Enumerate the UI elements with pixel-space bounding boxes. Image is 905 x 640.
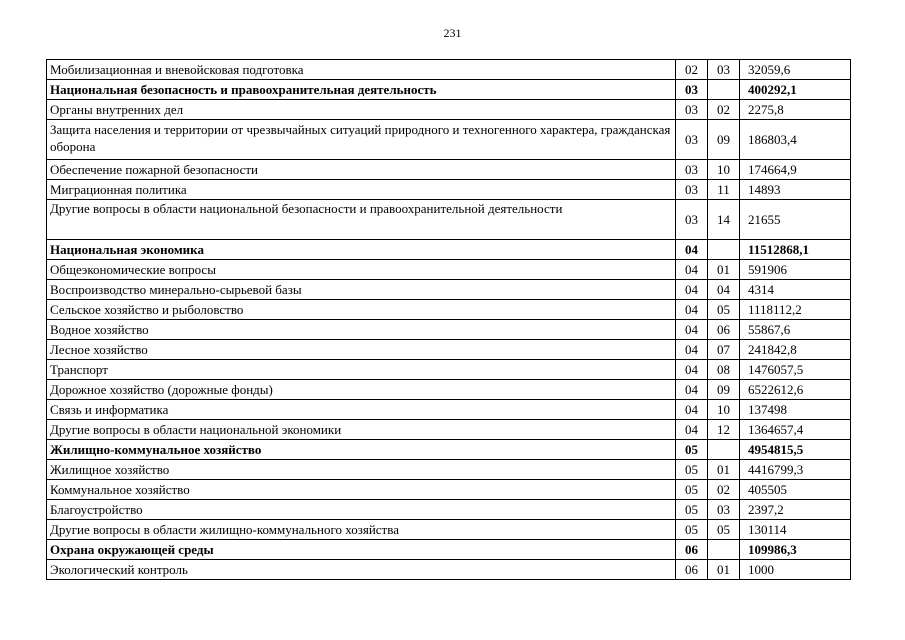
row-subsection-code-cell: 07 xyxy=(708,340,740,360)
row-amount-cell: 6522612,6 xyxy=(740,380,851,400)
row-amount-cell: 591906 xyxy=(740,260,851,280)
row-name-cell: Национальная безопасность и правоохранительная деятельность xyxy=(47,80,676,100)
row-section-code-cell: 04 xyxy=(676,280,708,300)
row-section-code-cell: 05 xyxy=(676,460,708,480)
row-amount-cell: 241842,8 xyxy=(740,340,851,360)
row-subsection-code-cell: 09 xyxy=(708,120,740,160)
row-amount-cell: 55867,6 xyxy=(740,320,851,340)
table-row xyxy=(47,420,851,440)
table-row xyxy=(47,340,851,360)
row-section-code-cell: 04 xyxy=(676,320,708,340)
row-subsection-code-cell: 05 xyxy=(708,300,740,320)
row-section-code-cell: 06 xyxy=(676,540,708,560)
row-section-code-cell: 06 xyxy=(676,560,708,580)
row-name-cell: Жилищно-коммунальное хозяйство xyxy=(47,440,676,460)
row-subsection-code-cell: 08 xyxy=(708,360,740,380)
table-row xyxy=(47,200,851,240)
row-section-code-cell: 03 xyxy=(676,200,708,240)
row-amount-cell: 4416799,3 xyxy=(740,460,851,480)
table-row xyxy=(47,560,851,580)
row-subsection-code-cell: 02 xyxy=(708,480,740,500)
row-subsection-code-cell: 01 xyxy=(708,460,740,480)
row-amount-cell: 405505 xyxy=(740,480,851,500)
row-amount-cell: 130114 xyxy=(740,520,851,540)
row-name-cell: Воспроизводство минерально-сырьевой базы xyxy=(47,280,676,300)
table-section-row xyxy=(47,80,851,100)
row-name-cell: Другие вопросы в области национальной экономики xyxy=(47,420,676,440)
table-row xyxy=(47,60,851,80)
table-row xyxy=(47,100,851,120)
row-section-code-cell: 05 xyxy=(676,480,708,500)
row-amount-cell: 1118112,2 xyxy=(740,300,851,320)
row-section-code-cell: 04 xyxy=(676,260,708,280)
row-name-cell: Благоустройство xyxy=(47,500,676,520)
row-name-cell: Экологический контроль xyxy=(47,560,676,580)
row-section-code-cell: 04 xyxy=(676,400,708,420)
row-subsection-code-cell: 03 xyxy=(708,60,740,80)
table-section-row xyxy=(47,240,851,260)
table-row xyxy=(47,500,851,520)
row-name-cell: Охрана окружающей среды xyxy=(47,540,676,560)
row-name-cell: Другие вопросы в области жилищно-коммунального хозяйства xyxy=(47,520,676,540)
table-row xyxy=(47,360,851,380)
table-row xyxy=(47,160,851,180)
row-subsection-code-cell: 11 xyxy=(708,180,740,200)
table-row xyxy=(47,320,851,340)
budget-table-body xyxy=(47,60,851,580)
row-subsection-code-cell xyxy=(708,240,740,260)
row-amount-cell: 4314 xyxy=(740,280,851,300)
row-section-code-cell: 04 xyxy=(676,240,708,260)
row-amount-cell: 21655 xyxy=(740,200,851,240)
row-amount-cell: 32059,6 xyxy=(740,60,851,80)
budget-table xyxy=(46,59,851,580)
row-name-cell: Связь и информатика xyxy=(47,400,676,420)
table-row xyxy=(47,520,851,540)
row-subsection-code-cell xyxy=(708,440,740,460)
table-row xyxy=(47,460,851,480)
table-row xyxy=(47,380,851,400)
row-subsection-code-cell xyxy=(708,80,740,100)
row-subsection-code-cell: 14 xyxy=(708,200,740,240)
row-amount-cell: 1000 xyxy=(740,560,851,580)
row-amount-cell: 186803,4 xyxy=(740,120,851,160)
row-section-code-cell: 05 xyxy=(676,520,708,540)
row-name-cell: Национальная экономика xyxy=(47,240,676,260)
row-section-code-cell: 03 xyxy=(676,180,708,200)
row-section-code-cell: 05 xyxy=(676,440,708,460)
page-number: 231 xyxy=(443,26,462,40)
row-subsection-code-cell: 01 xyxy=(708,260,740,280)
row-subsection-code-cell: 02 xyxy=(708,100,740,120)
row-name-cell: Другие вопросы в области национальной безопасности и правоохранительной деятельности xyxy=(47,200,676,240)
row-section-code-cell: 05 xyxy=(676,500,708,520)
row-section-code-cell: 03 xyxy=(676,160,708,180)
row-name-cell: Лесное хозяйство xyxy=(47,340,676,360)
row-amount-cell: 4954815,5 xyxy=(740,440,851,460)
row-name-cell: Защита населения и территории от чрезвычайных ситуаций природного и техногенного характера, гражданская оборона xyxy=(47,120,676,160)
row-subsection-code-cell: 01 xyxy=(708,560,740,580)
row-section-code-cell: 04 xyxy=(676,380,708,400)
row-section-code-cell: 02 xyxy=(676,60,708,80)
row-name-cell: Миграционная политика xyxy=(47,180,676,200)
row-subsection-code-cell: 12 xyxy=(708,420,740,440)
row-amount-cell: 1364657,4 xyxy=(740,420,851,440)
row-amount-cell: 11512868,1 xyxy=(740,240,851,260)
row-amount-cell: 2275,8 xyxy=(740,100,851,120)
row-name-cell: Коммунальное хозяйство xyxy=(47,480,676,500)
row-section-code-cell: 04 xyxy=(676,340,708,360)
row-amount-cell: 2397,2 xyxy=(740,500,851,520)
table-section-row xyxy=(47,440,851,460)
row-subsection-code-cell: 06 xyxy=(708,320,740,340)
row-section-code-cell: 03 xyxy=(676,120,708,160)
table-row xyxy=(47,300,851,320)
table-row xyxy=(47,260,851,280)
row-subsection-code-cell: 05 xyxy=(708,520,740,540)
row-amount-cell: 1476057,5 xyxy=(740,360,851,380)
table-row xyxy=(47,120,851,160)
row-section-code-cell: 03 xyxy=(676,80,708,100)
row-name-cell: Дорожное хозяйство (дорожные фонды) xyxy=(47,380,676,400)
row-amount-cell: 137498 xyxy=(740,400,851,420)
row-name-cell: Водное хозяйство xyxy=(47,320,676,340)
row-name-cell: Сельское хозяйство и рыболовство xyxy=(47,300,676,320)
row-subsection-code-cell: 09 xyxy=(708,380,740,400)
row-amount-cell: 400292,1 xyxy=(740,80,851,100)
row-subsection-code-cell: 03 xyxy=(708,500,740,520)
table-row xyxy=(47,180,851,200)
row-amount-cell: 109986,3 xyxy=(740,540,851,560)
table-row xyxy=(47,280,851,300)
row-name-cell: Органы внутренних дел xyxy=(47,100,676,120)
row-amount-cell: 174664,9 xyxy=(740,160,851,180)
table-section-row xyxy=(47,540,851,560)
row-section-code-cell: 03 xyxy=(676,100,708,120)
row-section-code-cell: 04 xyxy=(676,360,708,380)
row-amount-cell: 14893 xyxy=(740,180,851,200)
row-subsection-code-cell xyxy=(708,540,740,560)
table-row xyxy=(47,480,851,500)
row-name-cell: Мобилизационная и вневойсковая подготовка xyxy=(47,60,676,80)
row-name-cell: Жилищное хозяйство xyxy=(47,460,676,480)
row-subsection-code-cell: 04 xyxy=(708,280,740,300)
row-name-cell: Обеспечение пожарной безопасности xyxy=(47,160,676,180)
row-subsection-code-cell: 10 xyxy=(708,160,740,180)
row-name-cell: Общеэкономические вопросы xyxy=(47,260,676,280)
table-row xyxy=(47,400,851,420)
row-name-cell: Транспорт xyxy=(47,360,676,380)
row-section-code-cell: 04 xyxy=(676,420,708,440)
row-section-code-cell: 04 xyxy=(676,300,708,320)
row-subsection-code-cell: 10 xyxy=(708,400,740,420)
